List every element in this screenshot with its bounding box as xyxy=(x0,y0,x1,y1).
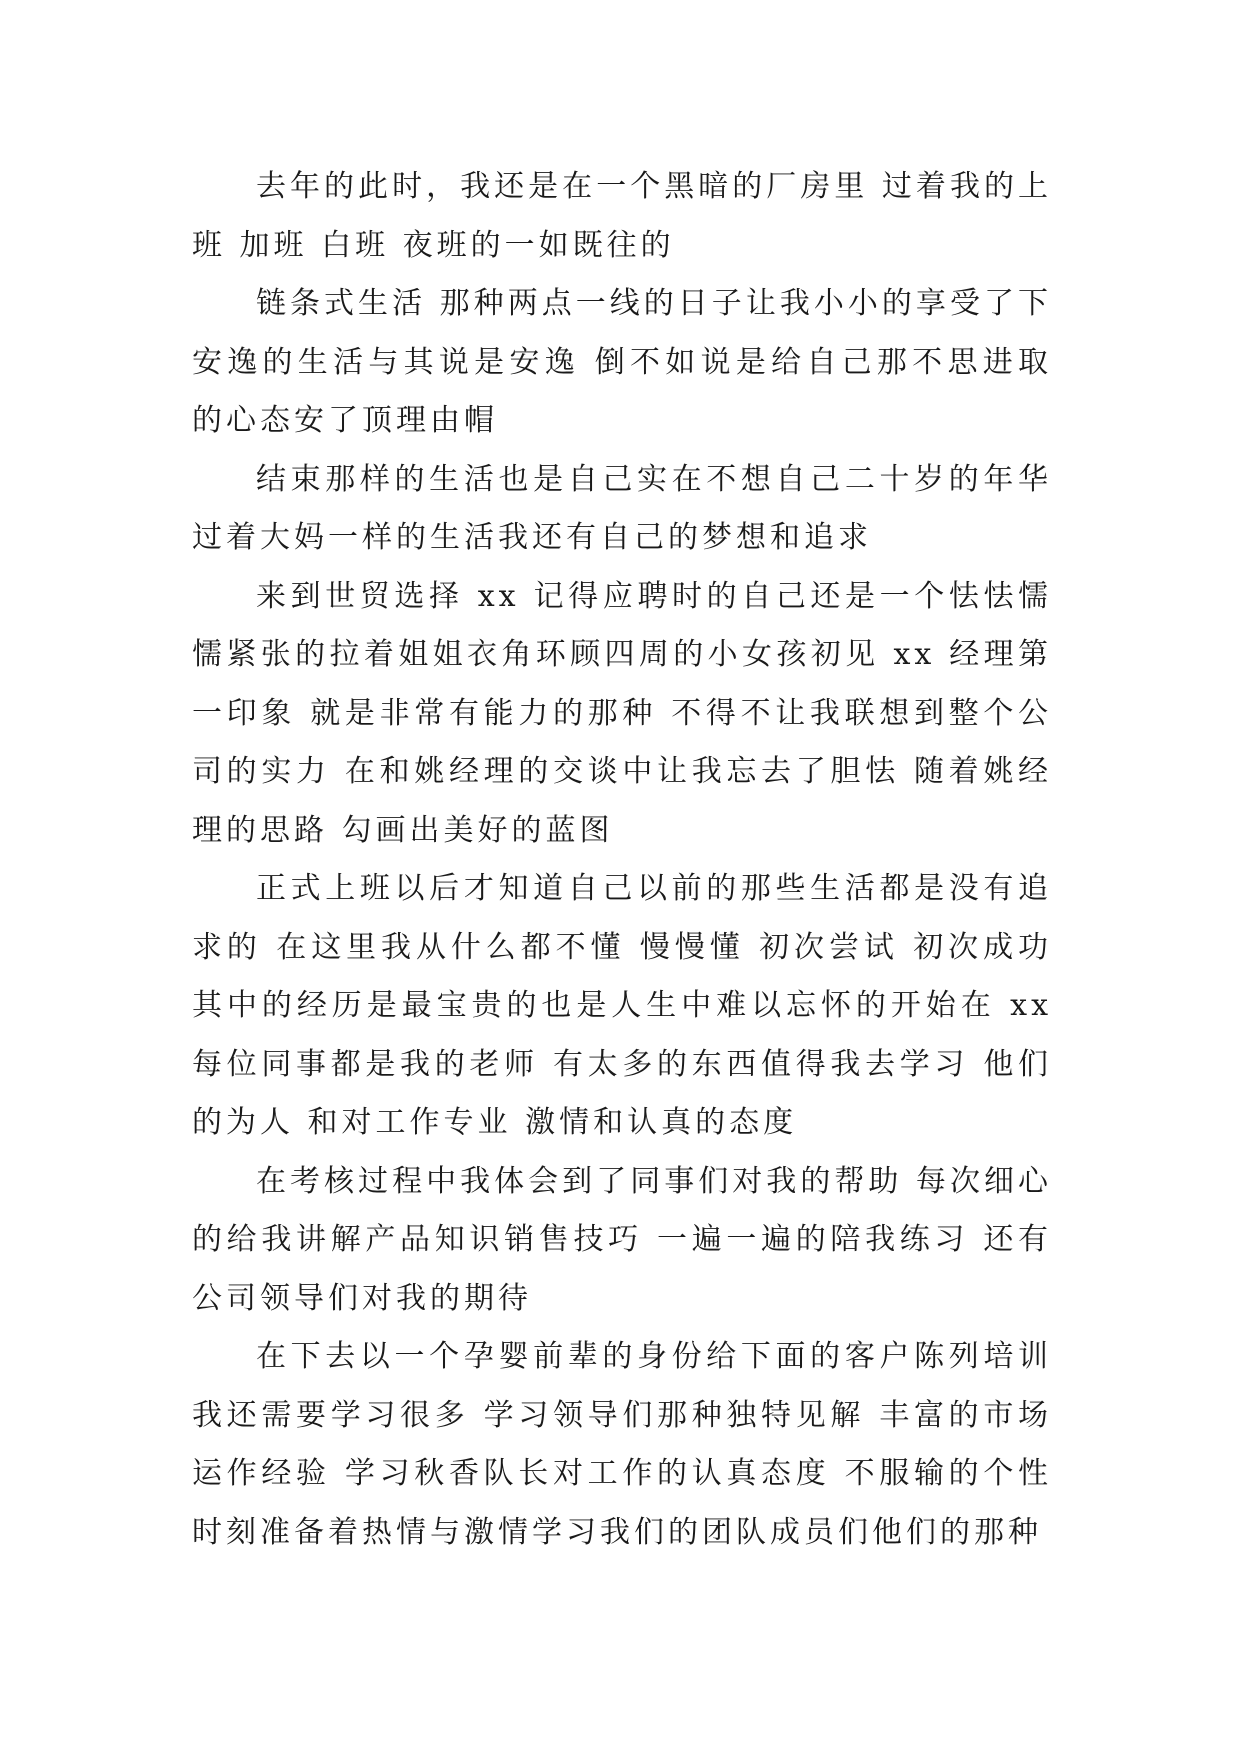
paragraph-3: 结束那样的生活也是自己实在不想自己二十岁的年华过着大妈一样的生活我还有自己的梦想和追求 xyxy=(192,461,1052,555)
paragraph-2: 链条式生活 那种两点一线的日子让我小小的享受了下安逸的生活与其说是安逸 倒不如说是给自己那不思进取的心态安了顶理由帽 xyxy=(192,286,1052,438)
paragraph-4: 来到世贸选择 xx 记得应聘时的自己还是一个怯怯懦懦紧张的拉着姐姐衣角环顾四周的小女孩初见 xx 经理第一印象 就是非常有能力的那种 不得不让我联想到整个公司的实力 在和姚经理的交谈中让我忘去了胆怯 随着姚经理的思路 勾画出美好的蓝图 xyxy=(192,578,1052,848)
paragraph-7: 在下去以一个孕婴前辈的身份给下面的客户陈列培训我还需要学习很多 学习领导们那种独特见解 丰富的市场运作经验 学习秋香队长对工作的认真态度 不服输的个性时刻准备着热情与激情学习我们的团队成员们他们的那种 xyxy=(192,1339,1052,1550)
paragraph-6: 在考核过程中我体会到了同事们对我的帮助 每次细心的给我讲解产品知识销售技巧 一遍一遍的陪我练习 还有公司领导们对我的期待 xyxy=(192,1163,1052,1316)
document-body xyxy=(192,158,1066,1562)
paragraph-1: 去年的此时，我还是在一个黑暗的厂房里 过着我的上班 加班 白班 夜班的一如既往的 xyxy=(192,169,1052,263)
paragraph-5: 正式上班以后才知道自己以前的那些生活都是没有追求的 在这里我从什么都不懂 慢慢懂 初次尝试 初次成功其中的经历是最宝贵的也是人生中难以忘怀的开始在 xx 每位同事都是我的老师 有太多的东西值得我去学习 他们的为人 和对工作专业 激情和认真的态度 xyxy=(192,871,1066,1140)
